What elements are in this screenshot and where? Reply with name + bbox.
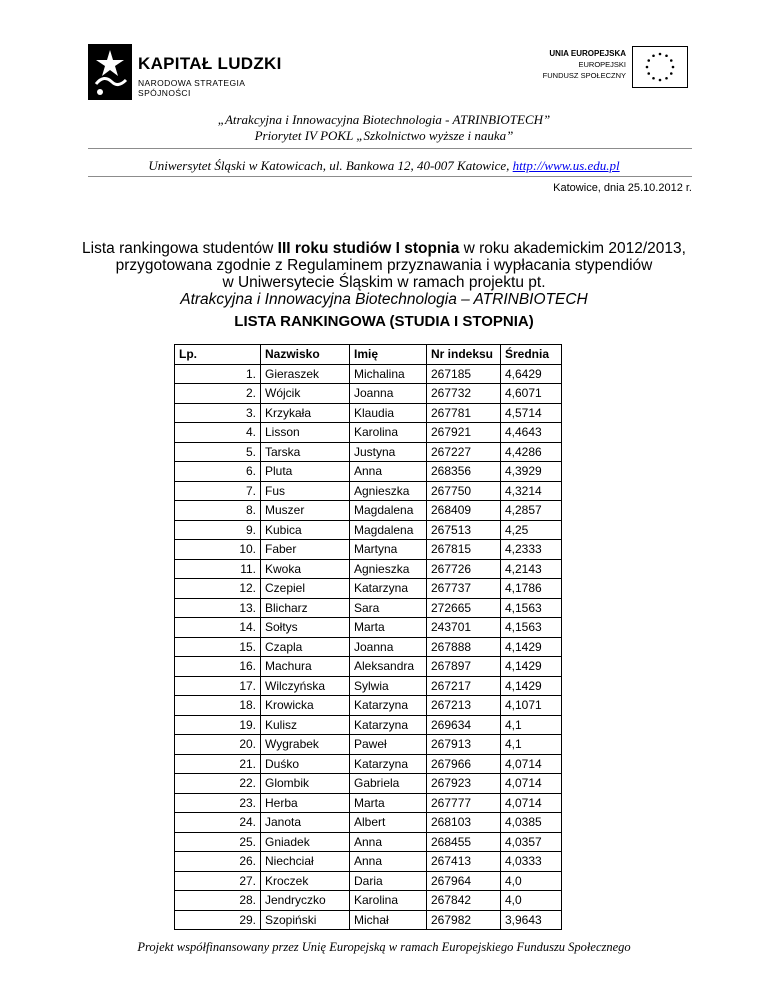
cell-average: 4,0714 (501, 793, 562, 813)
cell-name: Magdalena (350, 501, 427, 521)
cell-index: 267815 (427, 540, 501, 560)
cell-average: 4,1429 (501, 657, 562, 677)
cell-index: 267897 (427, 657, 501, 677)
cell-lp: 13. (175, 598, 261, 618)
cell-name: Katarzyna (350, 696, 427, 716)
table-row (175, 442, 562, 462)
eu-flag-icon (632, 46, 688, 88)
cell-index: 267777 (427, 793, 501, 813)
cell-surname: Blicharz (261, 598, 350, 618)
cell-lp: 15. (175, 637, 261, 657)
cell-surname: Kulisz (261, 715, 350, 735)
eu-star-icon (659, 79, 662, 82)
cell-average: 4,1 (501, 735, 562, 755)
eu-star-icon (646, 66, 649, 69)
cell-surname: Szopiński (261, 910, 350, 930)
intro-line1 (0, 240, 768, 257)
cell-name: Michał (350, 910, 427, 930)
cell-index: 267513 (427, 520, 501, 540)
cell-lp: 29. (175, 910, 261, 930)
table-row (175, 559, 562, 579)
cell-surname: Krowicka (261, 696, 350, 716)
cell-name: Justyna (350, 442, 427, 462)
cell-average: 4,1786 (501, 579, 562, 599)
cell-lp: 16. (175, 657, 261, 677)
cell-name: Joanna (350, 637, 427, 657)
ranking-table (174, 344, 562, 930)
cell-index: 268455 (427, 832, 501, 852)
cell-name: Anna (350, 852, 427, 872)
cell-surname: Gniadek (261, 832, 350, 852)
table-row (175, 676, 562, 696)
header-divider-top (88, 148, 692, 149)
kapital-ludzki-emblem-icon (88, 44, 132, 100)
cell-name: Katarzyna (350, 754, 427, 774)
cell-average: 4,1429 (501, 676, 562, 696)
eu-star-icon (647, 72, 650, 75)
cell-surname: Glombik (261, 774, 350, 794)
cell-lp: 21. (175, 754, 261, 774)
table-row (175, 891, 562, 911)
cell-index: 267921 (427, 423, 501, 443)
university-link[interactable]: http://www.us.edu.pl (512, 158, 620, 173)
eu-logo (542, 46, 688, 94)
cell-index: 269634 (427, 715, 501, 735)
cell-average: 4,25 (501, 520, 562, 540)
intro-bold: III roku studiów I stopnia (277, 240, 460, 257)
logo-title: KAPITAŁ LUDZKI (138, 54, 282, 73)
cell-lp: 3. (175, 403, 261, 423)
col-index: Nr indeksu (427, 345, 501, 365)
cell-lp: 19. (175, 715, 261, 735)
cell-index: 267842 (427, 891, 501, 911)
cell-name: Agnieszka (350, 559, 427, 579)
cell-surname: Kroczek (261, 871, 350, 891)
intro-text (0, 240, 768, 308)
table-row (175, 832, 562, 852)
eu-star-icon (670, 59, 673, 62)
cell-average: 4,2143 (501, 559, 562, 579)
cell-average: 4,3214 (501, 481, 562, 501)
cell-lp: 20. (175, 735, 261, 755)
eu-star-icon (647, 59, 650, 62)
eu-line1: UNIA EUROPEJSKA (549, 49, 626, 58)
cell-name: Daria (350, 871, 427, 891)
cell-lp: 24. (175, 813, 261, 833)
cell-index: 268409 (427, 501, 501, 521)
cell-lp: 11. (175, 559, 261, 579)
cell-average: 4,6071 (501, 384, 562, 404)
cell-lp: 8. (175, 501, 261, 521)
cell-index: 267737 (427, 579, 501, 599)
cell-average: 4,1563 (501, 598, 562, 618)
cell-index: 267217 (427, 676, 501, 696)
cell-name: Klaudia (350, 403, 427, 423)
table-row (175, 637, 562, 657)
cell-lp: 22. (175, 774, 261, 794)
cell-index: 267964 (427, 871, 501, 891)
cell-lp: 9. (175, 520, 261, 540)
cell-index: 267213 (427, 696, 501, 716)
table-row (175, 793, 562, 813)
table-row (175, 520, 562, 540)
cell-name: Anna (350, 832, 427, 852)
col-lp: Lp. (175, 345, 261, 365)
table-row (175, 735, 562, 755)
eu-star-icon (672, 66, 675, 69)
cell-average: 4,0 (501, 891, 562, 911)
cell-surname: Wygrabek (261, 735, 350, 755)
intro-line2: przygotowana zgodnie z Regulaminem przyznawania i wypłacania stypendiów (115, 257, 653, 274)
cell-name: Michalina (350, 364, 427, 384)
cell-name: Paweł (350, 735, 427, 755)
project-priority: Priorytet IV POKL „Szkolnictwo wyższe i nauka” (254, 128, 514, 143)
cell-surname: Muszer (261, 501, 350, 521)
footer-note: Projekt współfinansowany przez Unię Europejską w ramach Europejskiego Funduszu Społecznego (137, 940, 631, 954)
intro-line3: w Uniwersytecie Śląskim w ramach projektu pt. (222, 274, 546, 291)
document-date: Katowice, dnia 25.10.2012 r. (553, 182, 692, 194)
col-name: Imię (350, 345, 427, 365)
cell-surname: Machura (261, 657, 350, 677)
cell-name: Karolina (350, 423, 427, 443)
eu-star-icon (652, 54, 655, 57)
cell-name: Martyna (350, 540, 427, 560)
list-heading: LISTA RANKINGOWA (STUDIA I STOPNIA) (234, 313, 534, 330)
cell-average: 4,0714 (501, 754, 562, 774)
cell-lp: 26. (175, 852, 261, 872)
cell-name: Gabriela (350, 774, 427, 794)
eu-star-icon (665, 77, 668, 80)
cell-index: 267888 (427, 637, 501, 657)
project-title: „Atrakcyjna i Innowacyjna Biotechnologia - ATRINBIOTECH” (217, 112, 551, 127)
cell-name: Aleksandra (350, 657, 427, 677)
table-row (175, 852, 562, 872)
table-header-row (175, 345, 562, 365)
cell-index: 268103 (427, 813, 501, 833)
table-row (175, 501, 562, 521)
cell-average: 4,0333 (501, 852, 562, 872)
cell-index: 267750 (427, 481, 501, 501)
cell-name: Anna (350, 462, 427, 482)
cell-surname: Sołtys (261, 618, 350, 638)
cell-index: 267185 (427, 364, 501, 384)
intro-part1: Lista rankingowa studentów (82, 240, 278, 257)
cell-average: 4,2857 (501, 501, 562, 521)
cell-surname: Duśko (261, 754, 350, 774)
table-row (175, 657, 562, 677)
cell-lp: 7. (175, 481, 261, 501)
table-row (175, 910, 562, 930)
cell-index: 267732 (427, 384, 501, 404)
logo-subtitle: NARODOWA STRATEGIA SPÓJNOŚCI (138, 78, 245, 98)
university-address: Uniwersytet Śląski w Katowicach, ul. Bankowa 12, 40-007 Katowice, (148, 158, 513, 173)
cell-index: 267781 (427, 403, 501, 423)
table-row (175, 384, 562, 404)
cell-index: 268356 (427, 462, 501, 482)
table-row (175, 715, 562, 735)
cell-surname: Pluta (261, 462, 350, 482)
cell-lp: 23. (175, 793, 261, 813)
cell-name: Marta (350, 618, 427, 638)
cell-average: 4,6429 (501, 364, 562, 384)
cell-lp: 12. (175, 579, 261, 599)
cell-average: 4,2333 (501, 540, 562, 560)
cell-surname: Krzykała (261, 403, 350, 423)
cell-surname: Wilczyńska (261, 676, 350, 696)
cell-index: 243701 (427, 618, 501, 638)
header-divider-bottom (88, 176, 692, 177)
cell-surname: Kubica (261, 520, 350, 540)
cell-lp: 27. (175, 871, 261, 891)
table-row (175, 598, 562, 618)
cell-index: 267913 (427, 735, 501, 755)
cell-average: 4,4643 (501, 423, 562, 443)
cell-index: 267726 (427, 559, 501, 579)
cell-surname: Kwoka (261, 559, 350, 579)
cell-average: 4,3929 (501, 462, 562, 482)
cell-lp: 10. (175, 540, 261, 560)
cell-lp: 17. (175, 676, 261, 696)
table-body (175, 364, 562, 930)
cell-average: 4,1429 (501, 637, 562, 657)
kapital-ludzki-logo (88, 44, 288, 100)
eu-star-icon (665, 54, 668, 57)
eu-star-icon (670, 72, 673, 75)
university-line (0, 158, 768, 174)
cell-average: 4,0 (501, 871, 562, 891)
cell-name: Agnieszka (350, 481, 427, 501)
eu-star-icon (652, 77, 655, 80)
table-row (175, 871, 562, 891)
cell-name: Sara (350, 598, 427, 618)
eu-line3: FUNDUSZ SPOŁECZNY (542, 71, 626, 80)
cell-name: Marta (350, 793, 427, 813)
intro-line4 (0, 291, 768, 308)
cell-index: 267923 (427, 774, 501, 794)
table-row (175, 462, 562, 482)
eu-logo-text (543, 48, 626, 81)
table-row (175, 774, 562, 794)
table-row (175, 423, 562, 443)
table-row (175, 579, 562, 599)
cell-lp: 6. (175, 462, 261, 482)
col-average: Średnia (501, 345, 562, 365)
cell-index: 267982 (427, 910, 501, 930)
cell-name: Karolina (350, 891, 427, 911)
cell-lp: 25. (175, 832, 261, 852)
cell-name: Magdalena (350, 520, 427, 540)
table-row (175, 481, 562, 501)
cell-average: 4,0714 (501, 774, 562, 794)
cell-name: Katarzyna (350, 715, 427, 735)
cell-surname: Jendryczko (261, 891, 350, 911)
table-row (175, 754, 562, 774)
intro-part2: w roku akademickim 2012/2013, (459, 240, 686, 257)
cell-average: 4,5714 (501, 403, 562, 423)
table-row (175, 813, 562, 833)
table-row (175, 364, 562, 384)
cell-surname: Faber (261, 540, 350, 560)
cell-name: Albert (350, 813, 427, 833)
eu-star-icon (659, 53, 662, 56)
cell-surname: Wójcik (261, 384, 350, 404)
table-row (175, 540, 562, 560)
cell-lp: 18. (175, 696, 261, 716)
cell-lp: 1. (175, 364, 261, 384)
cell-surname: Tarska (261, 442, 350, 462)
intro-project-name: Atrakcyjna i Innowacyjna Biotechnologia – ATRINBIOTECH (180, 291, 588, 308)
cell-surname: Czapla (261, 637, 350, 657)
cell-surname: Fus (261, 481, 350, 501)
cell-lp: 14. (175, 618, 261, 638)
cell-average: 4,1 (501, 715, 562, 735)
cell-average: 4,1563 (501, 618, 562, 638)
eu-line2: EUROPEJSKI (578, 60, 626, 69)
col-surname: Nazwisko (261, 345, 350, 365)
cell-name: Sylwia (350, 676, 427, 696)
cell-surname: Janota (261, 813, 350, 833)
cell-index: 272665 (427, 598, 501, 618)
cell-name: Joanna (350, 384, 427, 404)
cell-average: 4,0357 (501, 832, 562, 852)
cell-average: 4,1071 (501, 696, 562, 716)
cell-surname: Czepiel (261, 579, 350, 599)
cell-index: 267413 (427, 852, 501, 872)
cell-average: 4,4286 (501, 442, 562, 462)
cell-surname: Gieraszek (261, 364, 350, 384)
cell-surname: Niechciał (261, 852, 350, 872)
cell-name: Katarzyna (350, 579, 427, 599)
cell-lp: 5. (175, 442, 261, 462)
cell-surname: Lisson (261, 423, 350, 443)
table-row (175, 696, 562, 716)
table-row (175, 403, 562, 423)
cell-lp: 28. (175, 891, 261, 911)
cell-index: 267227 (427, 442, 501, 462)
table-row (175, 618, 562, 638)
cell-surname: Herba (261, 793, 350, 813)
cell-lp: 2. (175, 384, 261, 404)
cell-index: 267966 (427, 754, 501, 774)
cell-lp: 4. (175, 423, 261, 443)
cell-average: 4,0385 (501, 813, 562, 833)
cell-average: 3,9643 (501, 910, 562, 930)
